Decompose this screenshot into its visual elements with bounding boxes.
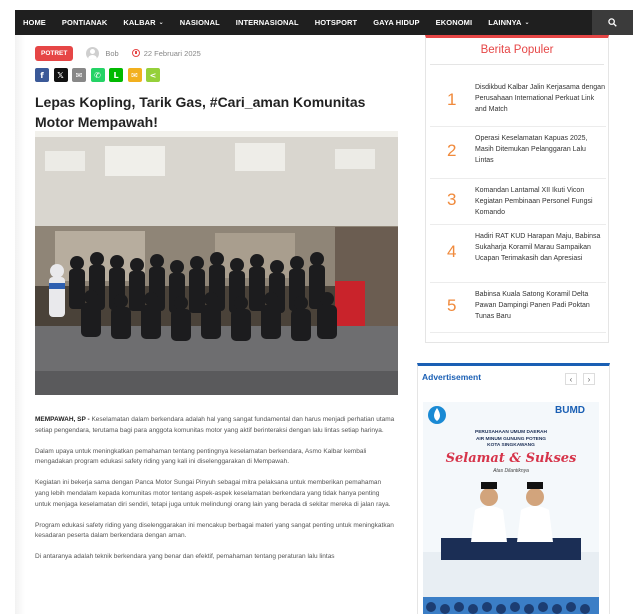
dateline: MEMPAWAH, SP - (35, 416, 90, 423)
nav-item-label: HOME (23, 18, 46, 27)
nav-item-label: INTERNASIONAL (235, 18, 299, 27)
line-icon[interactable]: L (109, 68, 123, 82)
nav-item-label: EKONOMI (435, 18, 473, 27)
article (35, 45, 400, 561)
paragraph-text: Kegiatan ini bekerja sama dengan Panca Motor Sungai Pinyuh sebagai mitra pelaksana untuk memberikan pemahaman yang lebih mendalam kepada komunitas motor tentang aspek-aspek keselamatan berkendara yang tidak hanya penting untuk menjaga keselamatan diri sendiri, tetapi juga untuk melindungi orang lain yang berada di sekitar mereka di jalan raya. (35, 479, 391, 508)
article-title: Lepas Kopling, Tarik Gas, #Cari_aman Komunitas Motor Mempawah! (35, 94, 366, 130)
popular-headline[interactable]: Babinsa Kuala Satong Koramil Delta Pawan Dampingi Panen Padi Poktan Tunas Baru (475, 291, 590, 321)
article-meta (35, 45, 400, 61)
popular-rank: 3 (447, 190, 457, 209)
paragraph-text: Dalam upaya untuk meningkatkan pemahaman tentang pentingnya keselamatan berkendara, Asmo Kalbar kembali mengadakan program edukasi safety riding yang kali ini diselenggarakan di Mempawah. (35, 447, 367, 466)
article-paragraph (35, 521, 395, 543)
publish-date: 22 Februari 2025 (143, 48, 201, 58)
article-body (35, 415, 395, 573)
chevron-down-icon: ⌄ (524, 20, 530, 26)
clock-icon (132, 49, 140, 57)
popular-headline[interactable]: Komandan Lantamal XII Ikuti Vicon Kegiatan Pembinaan Personel Fungsi Komando (475, 187, 593, 217)
nav-item-gaya-hidup[interactable] (365, 10, 427, 35)
nav-item-lainnya[interactable] (480, 10, 538, 35)
article-paragraph (35, 478, 395, 510)
nav-item-pontianak[interactable] (54, 10, 115, 35)
nav-item-ekonomi[interactable] (428, 10, 481, 35)
sms-icon[interactable]: ✉ (128, 68, 142, 82)
nav-item-label: GAYA HIDUP (373, 18, 420, 27)
top-spacer (0, 0, 633, 9)
nav-item-label: NASIONAL (179, 18, 220, 27)
search-icon (608, 18, 617, 27)
popular-headline[interactable]: Disdikbud Kalbar Jalin Kerjasama dengan Perusahaan International Perkuat Link and Match (475, 84, 605, 114)
chevron-right-icon[interactable]: › (583, 373, 595, 385)
ad-company-line: AIR MINUM GUNUNG POTENG (475, 436, 547, 442)
ad-brand: BUMD (555, 405, 585, 416)
group-photo-image (35, 131, 398, 395)
advertisement-widget (417, 363, 610, 614)
popular-news-title: Berita Populer (480, 44, 554, 56)
ad-company-line: KOTA SINGKAWANG (487, 443, 535, 448)
share-buttons (35, 68, 400, 82)
popular-rank: 4 (447, 242, 457, 261)
main-nav (15, 10, 633, 35)
divider (430, 64, 604, 65)
ad-greeting: Selamat & Sukses (445, 451, 577, 466)
share-icon[interactable]: < (146, 68, 160, 82)
popular-news-item[interactable] (430, 179, 606, 225)
popular-rank: 1 (447, 89, 457, 109)
search-button[interactable] (592, 10, 633, 35)
category-badge[interactable]: POTRET (35, 46, 73, 61)
nav-item-label: KALBAR (123, 18, 156, 27)
author-name[interactable]: Bob (105, 48, 119, 58)
page-edge-shadow (15, 35, 25, 614)
paragraph-text: Keselamatan dalam berkendara adalah hal yang sangat fundamental dan harus menjadi perhatian utama setiap pengendara, terutama bagi para anggota komunitas motor yang aktif berinteraksi dengan lalu lintas setiap harinya. (35, 416, 395, 434)
popular-headline[interactable]: Operasi Keselamatan Kapuas 2025, Masih Ditemukan Pelanggaran Lalu Lintas (475, 135, 588, 165)
nav-item-label: HOTSPORT (314, 18, 358, 27)
article-paragraph (35, 447, 395, 469)
article-paragraph (35, 415, 395, 437)
ad-subgreeting: Atas Dilantiknya (493, 468, 529, 474)
nav-item-label: LAINNYA (488, 18, 522, 27)
popular-news-item[interactable] (430, 225, 606, 283)
nav-item-nasional[interactable] (172, 10, 228, 35)
ad-company-line: PERUSAHAAN UMUM DAERAH (475, 430, 547, 435)
advertisement-banner[interactable] (423, 402, 599, 614)
article-photo (35, 131, 398, 395)
nav-item-label: PONTIANAK (61, 18, 108, 27)
nav-item-hotsport[interactable] (307, 10, 365, 35)
author-avatar-icon (86, 47, 99, 60)
paragraph-text: Di antaranya adalah teknik berkendara yang benar dan efektif, pemahaman tentang peraturan lalu lintas (35, 553, 335, 561)
popular-news-item[interactable] (430, 76, 606, 127)
chevron-down-icon: ⌄ (158, 20, 164, 26)
x-twitter-icon[interactable]: 𝕏 (54, 68, 68, 82)
popular-news-item[interactable] (430, 283, 606, 333)
popular-rank: 2 (447, 141, 457, 160)
chevron-left-icon[interactable]: ‹ (565, 373, 577, 385)
email-icon[interactable]: ✉ (72, 68, 86, 82)
ad-company-name (423, 430, 599, 450)
whatsapp-icon[interactable]: ✆ (91, 68, 105, 82)
advertisement-title: Advertisement (422, 372, 482, 382)
paragraph-text: Program edukasi safety riding yang diselenggarakan ini mencakup berbagai materi yang sangat penting untuk meningkatkan kesadaran peserta dalam berkendara dengan aman. (35, 521, 394, 540)
facebook-icon[interactable]: f (35, 68, 49, 82)
nav-item-home[interactable] (15, 10, 54, 35)
nav-item-internasional[interactable] (228, 10, 307, 35)
popular-headline[interactable]: Hadiri RAT KUD Harapan Maju, Babinsa Sukaharja Koramil Marau Sampaikan Ucapan Terimakasih dan Apresiasi (475, 233, 601, 263)
article-paragraph (35, 552, 395, 563)
nav-item-kalbar[interactable] (115, 10, 171, 35)
popular-news-item[interactable] (430, 127, 606, 179)
popular-rank: 5 (447, 296, 457, 315)
popular-news-widget (425, 35, 609, 343)
